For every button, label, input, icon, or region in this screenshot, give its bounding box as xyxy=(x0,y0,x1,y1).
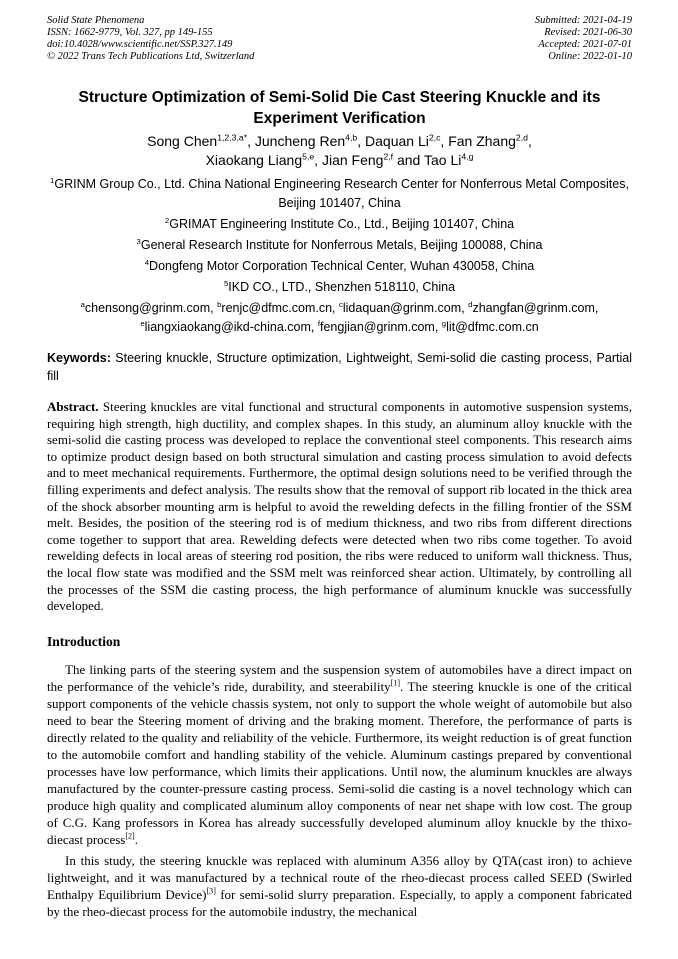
emails-block xyxy=(47,299,632,337)
abstract-label: Abstract. xyxy=(47,399,99,414)
affiliation-sup: 4 xyxy=(144,257,150,267)
intro-paragraph-2 xyxy=(47,852,632,920)
author-name: Xiaokang Liang xyxy=(205,152,303,168)
affiliation-text: GRIMAT Engineering Institute Co., Ltd., Beijing 101407, China xyxy=(169,217,515,231)
author-sup: 5,e xyxy=(302,151,315,162)
email-address: lidaquan@grinm.com xyxy=(342,301,462,315)
paragraph-text: In this study, the steering knuckle was replaced with aluminum A356 alloy by QTA(cast iron) to achieve lightweight, and it was manufactured by a technical route of the rheo-diecast process called SEED (Swirled Enthalpy Equilibrium Device) xyxy=(47,852,632,902)
author xyxy=(322,152,424,168)
email-address: liangxiaokang@ikd-china.com xyxy=(144,320,311,334)
email-sup: b xyxy=(217,299,222,309)
author-sup: 4,g xyxy=(461,151,474,162)
email-item xyxy=(468,301,598,315)
affiliation-sup: 2 xyxy=(164,215,170,225)
author xyxy=(424,152,473,168)
issn-volume-line: ISSN: 1662-9779, Vol. 327, pp 149-155 xyxy=(47,27,213,38)
emails-line-2 xyxy=(47,318,632,337)
authors-block xyxy=(47,132,632,170)
author-sup: 4,b xyxy=(345,132,358,143)
email-sup: c xyxy=(339,299,343,309)
author-name: Song Chen xyxy=(147,133,218,149)
keywords-text: Steering knuckle, Structure optimization, Lightweight, Semi-solid die casting process, Partial fill xyxy=(47,351,632,383)
affiliation-item xyxy=(47,257,632,276)
citation-ref-2: [2] xyxy=(125,831,135,841)
keywords-paragraph xyxy=(47,349,632,385)
email-item xyxy=(81,301,218,315)
paragraph-text: The linking parts of the steering system and the suspension system of automobiles have a direct impact on the performance of the vehicle’s ride, durability, and steerability xyxy=(47,661,632,694)
email-address: lit@dfmc.com.cn xyxy=(446,320,539,334)
email-sup: g xyxy=(441,318,447,328)
author-separator: , xyxy=(314,152,322,168)
citation-ref-3: [3] xyxy=(206,886,216,896)
author-sup: 2,f xyxy=(383,151,394,162)
accepted-date: Accepted: 2021-07-01 xyxy=(538,39,632,50)
author-separator: and xyxy=(393,152,424,168)
authors-line-2 xyxy=(47,151,632,170)
keywords-label: Keywords: xyxy=(47,351,111,365)
author-name: Juncheng Ren xyxy=(254,133,346,149)
revised-date: Revised: 2021-06-30 xyxy=(544,27,632,38)
email-separator: , xyxy=(310,320,318,334)
affiliation-item xyxy=(47,236,632,255)
journal-header xyxy=(47,15,632,63)
copyright-line: © 2022 Trans Tech Publications Ltd, Switzerland xyxy=(47,51,255,62)
affiliation-text: Dongfeng Motor Corporation Technical Center, Wuhan 430058, China xyxy=(149,259,535,273)
author-sup: 2,d xyxy=(515,132,528,143)
author-sup: 1,2,3,a* xyxy=(217,132,248,143)
affiliation-item xyxy=(47,175,632,213)
email-address: fengjian@grinm.com xyxy=(320,320,435,334)
author xyxy=(206,152,322,168)
author-name: Jian Feng xyxy=(321,152,384,168)
email-address: renjc@dfmc.com.cn xyxy=(221,301,333,315)
email-sup: e xyxy=(140,318,145,328)
email-sup: a xyxy=(80,299,85,309)
email-item xyxy=(318,320,442,334)
email-item xyxy=(217,301,339,315)
emails-line-1 xyxy=(47,299,632,318)
email-address: zhangfan@grinm.com xyxy=(472,301,595,315)
author-separator: , xyxy=(440,133,449,149)
journal-name: Solid State Phenomena xyxy=(47,15,145,26)
paragraph-text: . The steering knuckle is one of the critical support components of the vehicle chassis system, not only to support the whole weight of automobile but also need to bear the Steering moment of driving and the braking moment. Therefore, the performance of parts is directly related to the quality and reliability of the vehicle. Furthermore, its weight reduction is of great function to the automobile comfort and handling stability of the vehicle. Aluminum castings prepared by conventional processes have low performance, which limits their applications. Until now, the aluminum knuckles are always manufactured by the counter-pressure casting process. Semi-solid die casting is a novel technology which can produce high quality and complicated aluminum alloy components of near net shape with low cost. The group of C.G. Kang professors in Korea has already successfully developed aluminum alloy knuckle by the thixo-diecast process xyxy=(47,678,632,847)
author-name: Tao Li xyxy=(423,152,462,168)
author-name: Fan Zhang xyxy=(448,133,516,149)
author xyxy=(365,133,448,149)
author xyxy=(255,133,365,149)
email-separator: , xyxy=(594,301,599,315)
email-sup: d xyxy=(468,299,473,309)
author-separator: , xyxy=(357,133,366,149)
online-date: Online: 2022-01-10 xyxy=(548,51,632,62)
email-address: chensong@grinm.com xyxy=(84,301,211,315)
email-item xyxy=(339,301,468,315)
abstract-paragraph xyxy=(47,399,632,615)
citation-ref-1: [1] xyxy=(390,678,401,688)
author-sup: 2,c xyxy=(428,132,441,143)
authors-line-1 xyxy=(47,132,632,151)
email-separator: , xyxy=(461,301,469,315)
affiliation-text: General Research Institute for Nonferrous Metals, Beijing 100088, China xyxy=(140,238,543,252)
author-separator: , xyxy=(247,133,255,149)
abstract-text: Steering knuckles are vital functional and structural components in automotive suspension systems, requiring high strength, high ductility, and complex shapes. In this study, an aluminum alloy knuckle with the semi-solid die casting process was developed to replace the conventional steel components. This research aims to optimize product design based on both structural simulation and casting process simulation to avoid defects and to meet mechanical requirements. Furthermore, the optimal design solutions need to be verified through the filling experiments and defect analysis. The results show that the removal of support rib located in the thick area of the shock absorber mounting arm is helpful to avoid the rewelding defects in the filling frontier of the SSM melt. Besides, the position of the steering rod is of medium thickness, and two ribs from different directions come together to support that area. Rewelding defects were detected when two ribs come together. To avoid rewelding defects in local areas of steering rod position, the ribs were reduced to uniform wall thickness. Thus, the local flow state was modified and the SSM melt was reinforced shear action. Ultimately, by controlling all the processes of the SSM die casting process, the high performance of aluminum knuckle was successfully developed. xyxy=(47,399,632,614)
section-heading-introduction: Introduction xyxy=(47,633,121,649)
author-name: Daquan Li xyxy=(365,133,429,149)
submitted-date: Submitted: 2021-04-19 xyxy=(534,15,632,26)
paragraph-text: . xyxy=(134,831,138,847)
journal-info xyxy=(47,15,254,63)
affiliation-sup: 5 xyxy=(223,278,229,288)
affiliation-item xyxy=(47,278,632,297)
submission-dates xyxy=(535,15,632,63)
affiliation-text: GRINM Group Co., Ltd. China National Engineering Research Center for Nonferrous Metal Composites, Beijing 101407, China xyxy=(54,177,629,210)
affiliation-sup: 1 xyxy=(50,175,55,185)
affiliation-item xyxy=(47,215,632,234)
affiliation-sup: 3 xyxy=(136,236,141,246)
email-sup: f xyxy=(317,318,320,328)
email-separator: , xyxy=(210,301,218,315)
email-item xyxy=(140,320,318,334)
author xyxy=(147,133,255,149)
email-separator: , xyxy=(332,301,339,315)
intro-paragraph-1 xyxy=(47,661,632,848)
affiliations-block xyxy=(47,175,632,297)
doi-line: doi:10.4028/www.scientific.net/SSP.327.149 xyxy=(47,39,233,50)
author-separator: , xyxy=(527,133,532,149)
author xyxy=(448,133,532,149)
email-item xyxy=(442,320,539,334)
paper-title: Structure Optimization of Semi-Solid Die Cast Steering Knuckle and its Experiment Verification xyxy=(78,89,601,127)
paragraph-text: for semi-solid slurry preparation. Especially, to apply a component fabricated by the rheo-diecast process for the automobile industry, the mechanical xyxy=(47,886,632,919)
affiliation-text: IKD CO., LTD., Shenzhen 518110, China xyxy=(228,280,456,294)
email-separator: , xyxy=(434,320,442,334)
